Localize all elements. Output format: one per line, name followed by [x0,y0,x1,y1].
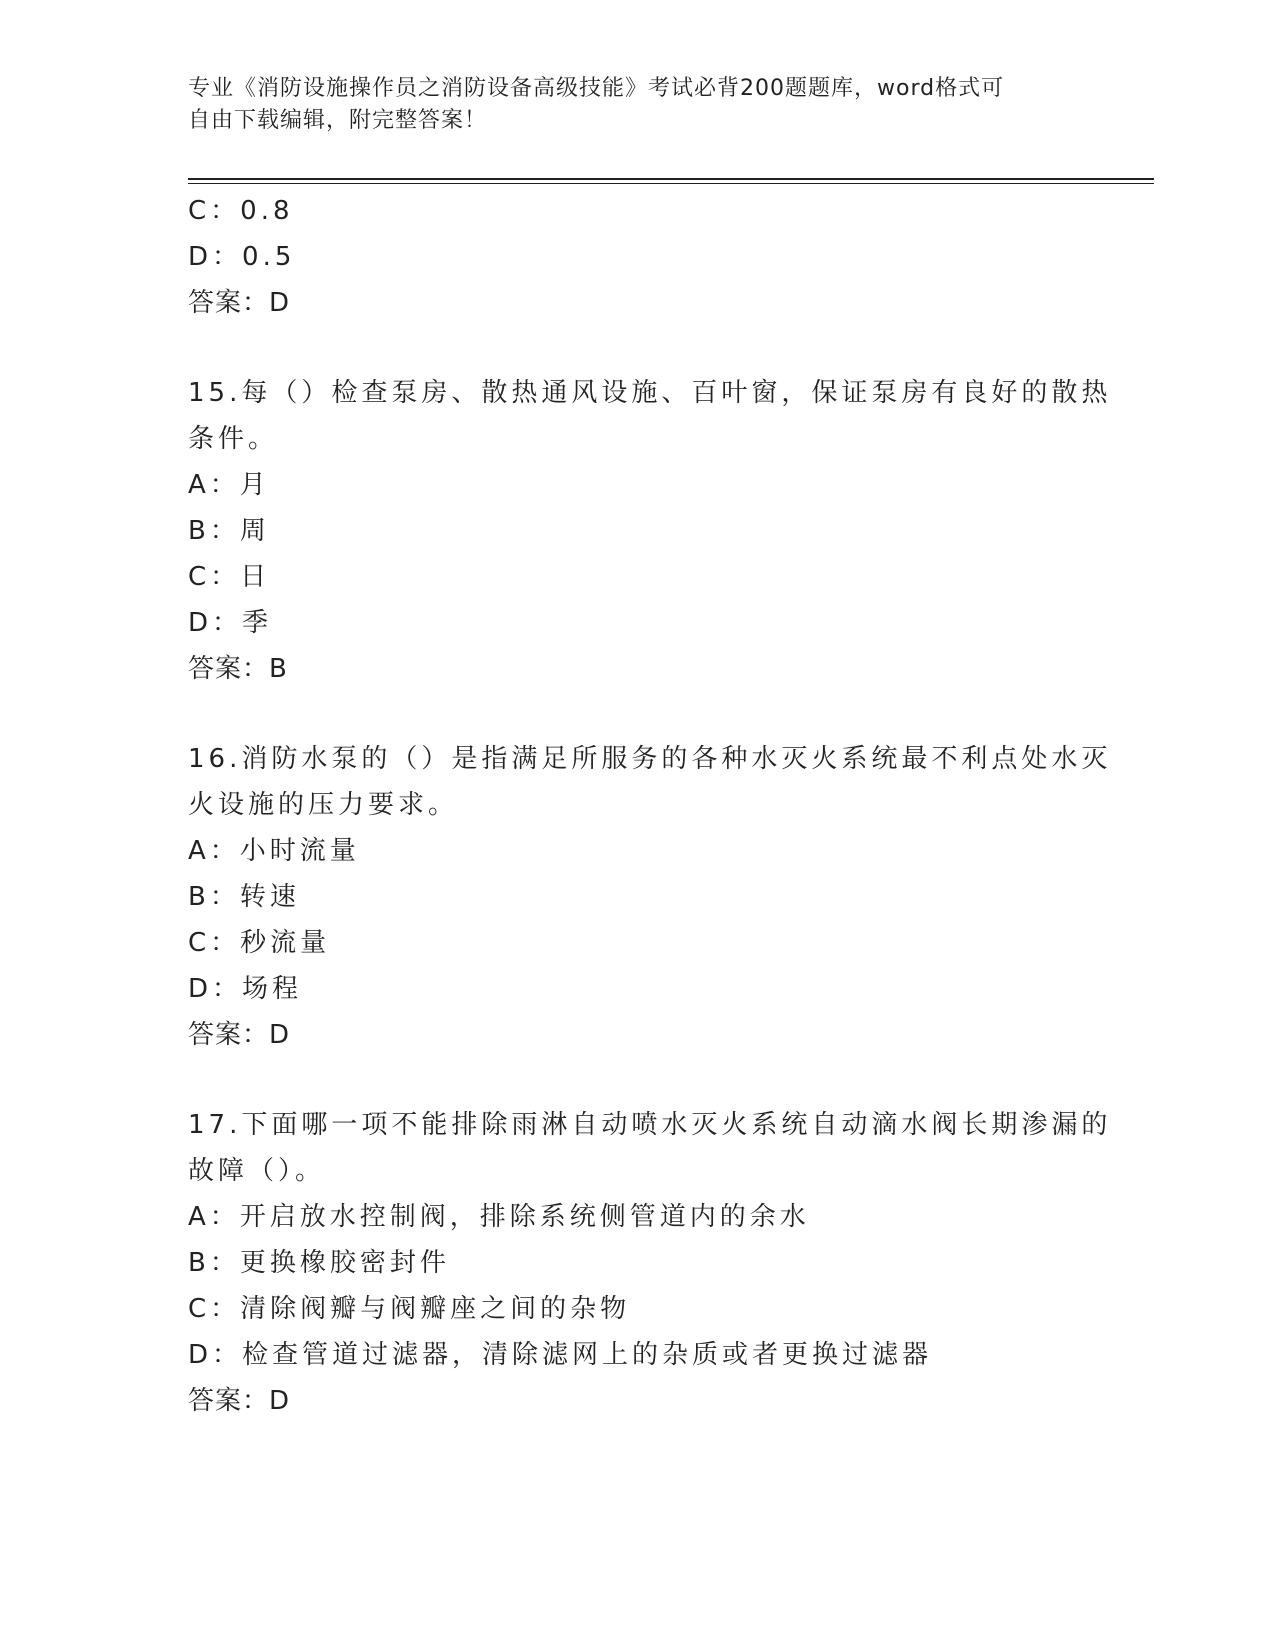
option-c: C：清除阀瓣与阀瓣座之间的杂物 [188,1294,631,1324]
question-14-tail [188,188,1088,326]
question-list [188,188,1112,1424]
header-divider-thick [188,178,1154,180]
question-stem-cont: 条件。 [188,424,279,454]
option-c: C：秒流量 [188,928,331,958]
question-stem-cont: 火设施的压力要求。 [188,790,459,820]
question-17 [188,1102,1112,1424]
question-stem: 16.消防水泵的（）是指满足所服务的各种水灭火系统最不利点处水灭 [188,744,1112,774]
option-a: A：月 [188,470,270,500]
question-stem: 17.下面哪一项不能排除雨淋自动喷水灭火系统自动滴水阀长期渗漏的 [188,1110,1112,1140]
option-a: A：开启放水控制阀，排除系统侧管道内的余水 [188,1202,810,1232]
option-c: C：0.8 [188,196,294,226]
answer-line: 答案：D [188,288,291,318]
option-d: D：0.5 [188,242,296,272]
header-line-1: 专业《消防设施操作员之消防设备高级技能》考试必背200题题库，word格式可 [188,76,1005,101]
header-divider-thin [188,183,1154,184]
option-d: D：检查管道过滤器，清除滤网上的杂质或者更换过滤器 [188,1340,933,1370]
question-stem-cont: 故障（）。 [188,1156,326,1186]
answer-line: 答案：D [188,1020,291,1050]
answer-line: 答案：B [188,654,288,684]
question-15 [188,370,1112,692]
question-stem: 15.每（）检查泵房、散热通风设施、百叶窗，保证泵房有良好的散热 [188,378,1112,408]
question-16 [188,736,1112,1058]
answer-line: 答案：D [188,1386,291,1416]
option-c: C：日 [188,562,271,592]
document-header [188,73,1068,137]
header-line-2: 自由下载编辑，附完整答案！ [188,108,488,133]
option-d: D：场程 [188,974,303,1004]
option-b: B：周 [188,516,270,546]
option-b: B：转速 [188,882,300,912]
option-d: D：季 [188,608,273,638]
option-a: A：小时流量 [188,836,360,866]
option-b: B：更换橡胶密封件 [188,1248,450,1278]
